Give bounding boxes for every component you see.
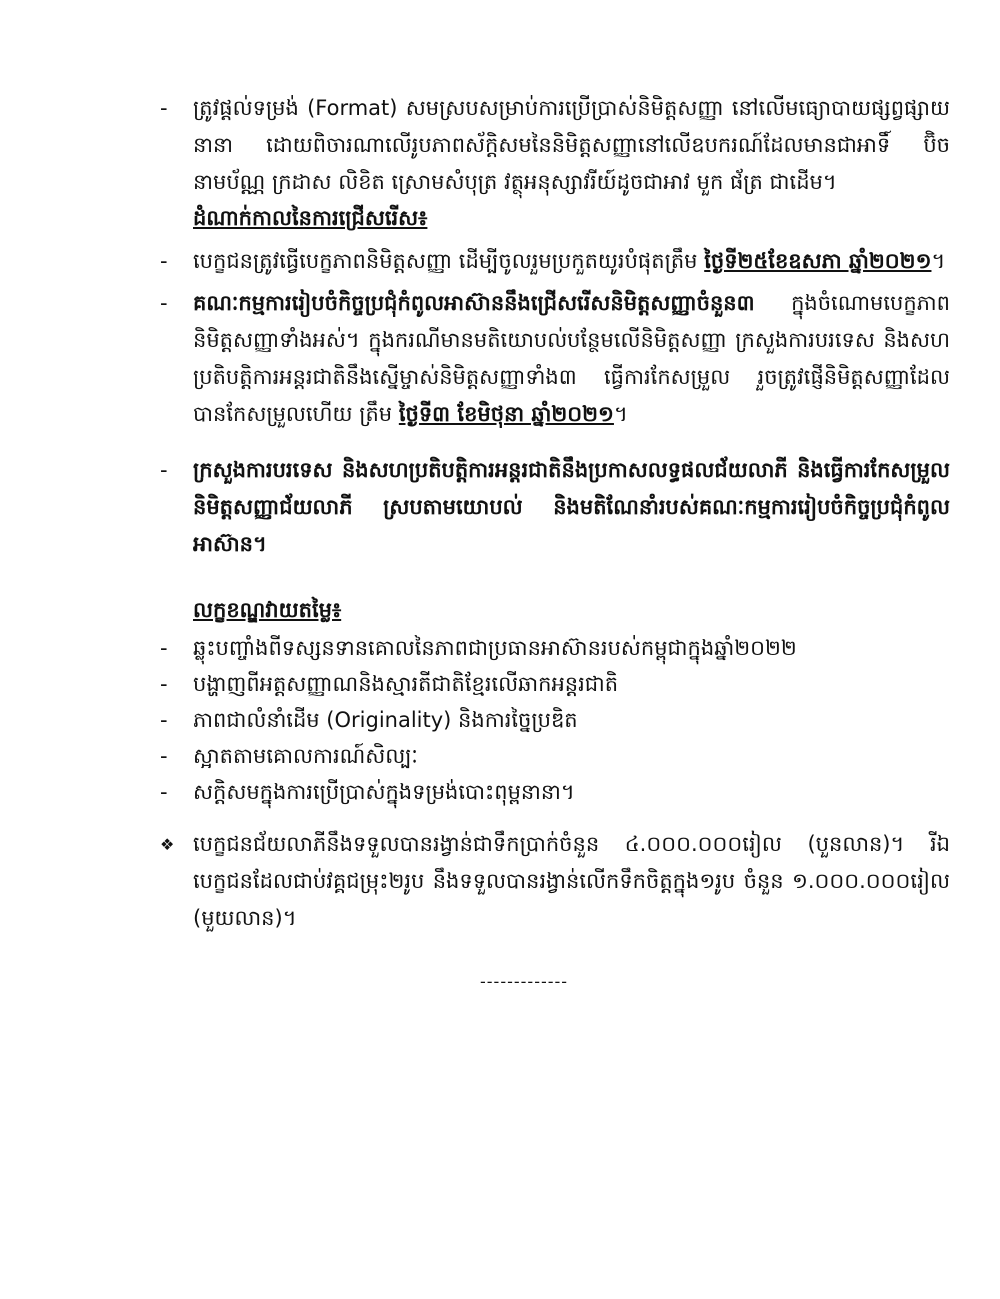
timeline-item-2 [160, 285, 950, 433]
timeline-item-1 [160, 243, 950, 280]
timeline-item-3-text: ក្រសួងការបរទេស និងសហប្រតិបត្តិការអន្តរជាតិនឹងប្រកាសលទ្ធផលជ័យលាភី និងធ្វើការកែសម្រួលនិមិត្តសញ្ញាជ័យលាភី ស្របតាមយោបល់ និងមតិណែនាំរបស់គណៈកម្មការរៀបចំកិច្ចប្រជុំកំពូលអាស៊ាន។ [193, 458, 950, 556]
criteria-item-text: ភាពជាលំនាំដើម (Originality) និងការច្នៃប្រឌិត [193, 708, 578, 732]
list-dash: - [160, 291, 168, 315]
list-dash: - [160, 458, 168, 482]
criteria-item-text: ស្អាតតាមគោលការណ៍សិល្បៈ [193, 744, 418, 768]
criteria-heading: លក្ខខណ្ឌវាយតម្លៃ៖ [193, 598, 342, 622]
list-dash: - [160, 672, 168, 696]
deadline-date-1: ថ្ងៃទី២៥ខែឧសភា ឆ្នាំ២០២១ [704, 249, 932, 273]
diamond-bullet-icon: ❖ [160, 835, 175, 854]
timeline-item-2-text: ក្នុងចំណោមបេក្ខភាពនិមិត្តសញ្ញាទាំងអស់។ ក្នុងករណីមានមតិយោបល់បន្ថែមលើនិមិត្តសញ្ញា ក្រសួងការបរទេស និងសហប្រតិបត្តិការអន្តរជាតិនឹងស្នើម្ចាស់និមិត្តសញ្ញាទាំង៣ ធ្វើការកែសម្រួល រួចត្រូវផ្ញើនិមិត្តសញ្ញាដែលបានកែសម្រួលហើយ ត្រឹម [193, 291, 950, 426]
timeline-item-3 [160, 452, 950, 563]
format-item [160, 90, 950, 201]
list-dash: - [160, 96, 168, 120]
criteria-item [160, 666, 950, 703]
criteria-item-text: សក្តិសមក្នុងការប្រើប្រាស់ក្នុងទម្រង់បោះពុម្ពនានា។ [193, 780, 575, 804]
list-dash: - [160, 708, 168, 732]
list-dash: - [160, 249, 168, 273]
format-item-text: ត្រូវផ្តល់ទម្រង់ (Format) សមស្របសម្រាប់ការប្រើប្រាស់និមិត្តសញ្ញា នៅលើមធ្យោបាយផ្សព្វផ្សាយនានា ដោយពិចារណាលើរូបភាពស័ក្តិសមនៃនិមិត្តសញ្ញានៅលើឧបករណ៍ដែលមានជាអាទិ៍ ប៊ិច នាមប័ណ្ណ ក្រដាស លិខិត ស្រោមសំបុត្រ វត្ថុអនុស្សាវរីយ៍ដូចជាអាវ មួក ផ័ត្រ ជាដើម។ [193, 96, 950, 194]
list-dash: - [160, 636, 168, 660]
criteria-item [160, 702, 950, 739]
prize-item [160, 826, 950, 937]
deadline-date-2: ថ្ងៃទី៣ ខែមិថុនា ឆ្នាំ២០២១ [398, 402, 614, 426]
end-separator: ------------- [480, 972, 569, 991]
criteria-item-text: ឆ្លុះបញ្ចាំងពីទស្សនទានគោលនៃភាពជាប្រធានអាស៊ានរបស់កម្ពុជាក្នុងឆ្នាំ២០២២ [193, 636, 797, 660]
criteria-item [160, 630, 950, 667]
timeline-item-1-text: បេក្ខជនត្រូវធ្វើបេក្ខភាពនិមិត្តសញ្ញា ដើម្បីចូលរួមប្រកួតយូរបំផុតត្រឹម [193, 249, 698, 273]
prize-text: បេក្ខជនជ័យលាភីនឹងទទួលបានរង្វាន់ជាទឹកប្រាក់ចំនួន ៤.០០០.០០០រៀល (បួនលាន)។ រីឯបេក្ខជនដែលជាប់វគ្គជម្រុះ២រូប នឹងទទួលបានរង្វាន់លើកទឹកចិត្តក្នុង១រូប ចំនួន ១.០០០.០០០រៀល (មួយលាន)។ [193, 832, 950, 930]
list-dash: - [160, 744, 168, 768]
timeline-item-2-end: ។ [613, 402, 628, 426]
timeline-item-2-lead: គណៈកម្មការរៀបចំកិច្ចប្រជុំកំពូលអាស៊ាននឹងជ្រើសរើសនិមិត្តសញ្ញាចំនួន៣ [193, 291, 755, 315]
criteria-item [160, 774, 950, 811]
criteria-item [160, 738, 950, 775]
timeline-item-1-end: ។ [931, 249, 946, 273]
list-dash: - [160, 780, 168, 804]
timeline-heading: ដំណាក់កាលនៃការជ្រើសរើស៖ [193, 206, 428, 230]
criteria-item-text: បង្ហាញពីអត្តសញ្ញាណនិងស្មារតីជាតិខ្មែរលើឆាកអន្តរជាតិ [193, 672, 619, 696]
